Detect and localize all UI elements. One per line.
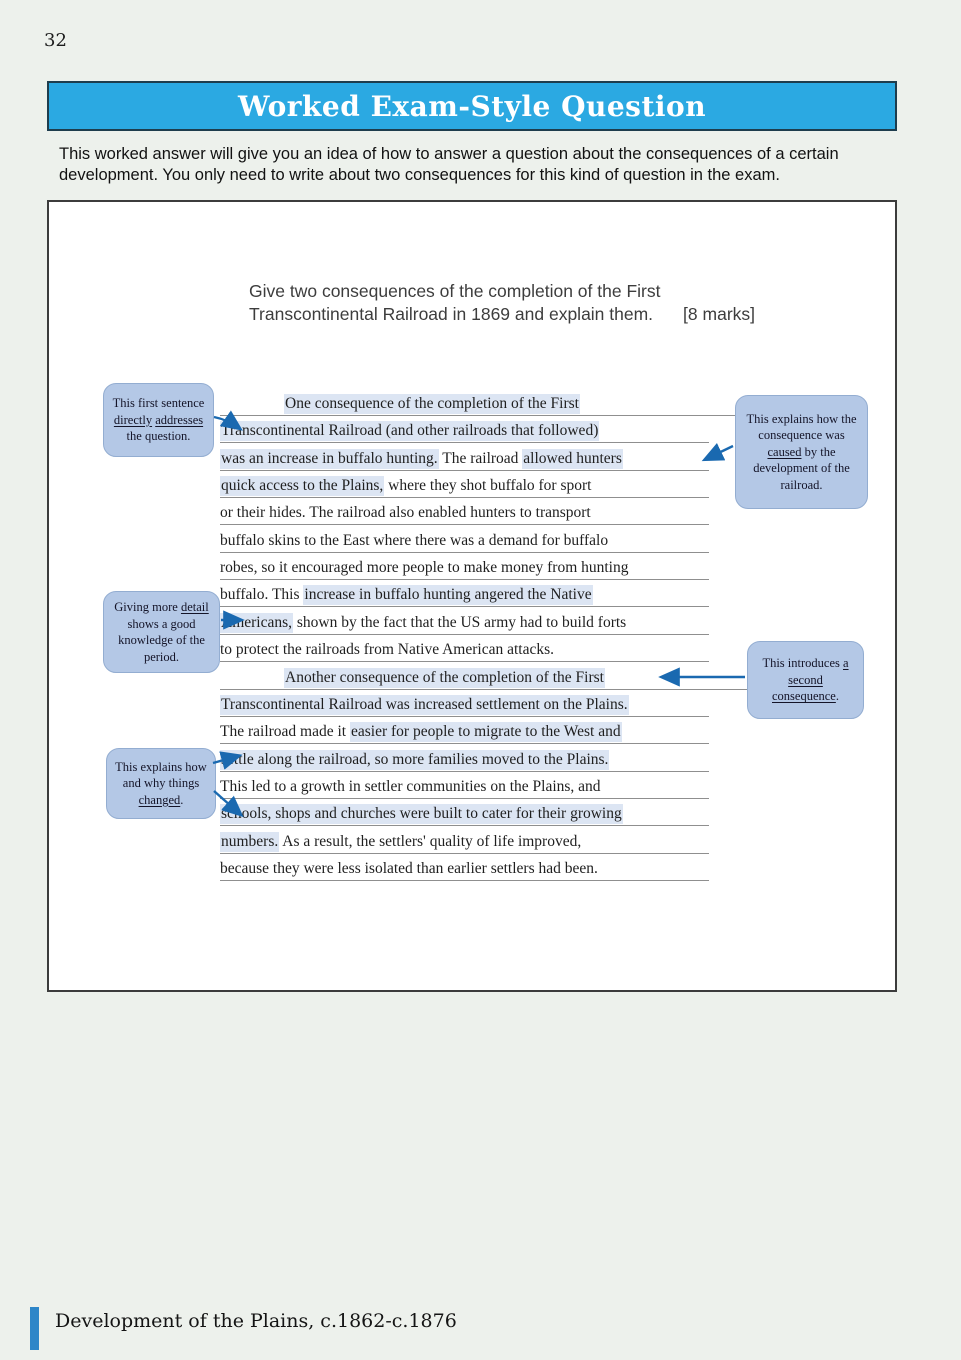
highlighted-text: was an increase in buffalo hunting. bbox=[221, 449, 438, 467]
answer-text: or their hides. The railroad also enabled hunters to transport bbox=[220, 504, 591, 522]
highlighted-text: One consequence of the completion of the First bbox=[285, 395, 579, 412]
footer-title: Development of the Plains, c.1862-c.1876 bbox=[55, 1310, 457, 1332]
intro-paragraph bbox=[59, 144, 891, 185]
annotation-text: Giving more detail shows a good knowledge of the period. bbox=[114, 600, 209, 664]
question-line-1: Give two consequences of the completion of the First bbox=[249, 281, 661, 301]
annotation-bubble-change bbox=[106, 748, 216, 819]
highlighted-text: Transcontinental Railroad was increased settlement on the Plains. bbox=[221, 695, 628, 713]
answer-text: to protect the railroads from Native American attacks. bbox=[220, 641, 554, 659]
answer-line bbox=[220, 853, 709, 881]
highlighted-text: settle along the railroad, so more families moved to the Plains. bbox=[221, 750, 609, 768]
answer-line bbox=[220, 552, 709, 580]
answer-line bbox=[220, 579, 709, 607]
answer-text: The railroad bbox=[438, 449, 523, 467]
highlighted-text: schools, shops and churches were built to cater for their growing bbox=[221, 805, 622, 823]
annotation-text: This first sentence directly addresses the question. bbox=[112, 396, 205, 444]
answer-line bbox=[220, 497, 709, 525]
answer-line bbox=[220, 470, 709, 498]
answer-line bbox=[220, 607, 709, 635]
answer-text: This led to a growth in settler communities on the Plains, and bbox=[220, 777, 601, 795]
answer-text: because they were less isolated than earlier settlers had been. bbox=[220, 859, 598, 877]
marks-label: [8 marks] bbox=[683, 304, 756, 324]
answer-line bbox=[220, 443, 709, 471]
highlighted-text: numbers. bbox=[221, 832, 279, 850]
answer-line bbox=[220, 689, 709, 717]
answer-line bbox=[220, 744, 709, 772]
highlighted-text: easier for people to migrate to the West and bbox=[350, 723, 621, 741]
annotation-bubble-detail bbox=[103, 591, 220, 673]
highlighted-text: allowed hunters bbox=[523, 449, 622, 467]
intro-line-1: This worked answer will give you an idea of how to answer a question about the consequences of a certain bbox=[59, 145, 839, 163]
answer-line bbox=[220, 662, 773, 690]
answer-text: buffalo skins to the East where there was a demand for buffalo bbox=[220, 531, 609, 549]
highlighted-text: Americans, bbox=[221, 613, 293, 631]
answer-line bbox=[220, 525, 709, 553]
annotation-bubble-second-consequence bbox=[747, 641, 864, 719]
section-title: Worked Exam-Style Question bbox=[237, 89, 707, 123]
annotation-text: This explains how and why things changed. bbox=[115, 759, 207, 807]
answer-text: robes, so it encouraged more people to make money from hunting bbox=[220, 559, 629, 577]
answer-line bbox=[220, 388, 773, 416]
answer-line bbox=[220, 716, 709, 744]
highlighted-text: Another consequence of the completion of the First bbox=[285, 668, 604, 686]
answer-line bbox=[220, 415, 709, 443]
answer-text: where they shot buffalo for sport bbox=[384, 477, 592, 495]
highlighted-text: increase in buffalo hunting angered the Native bbox=[304, 586, 592, 604]
answer-line bbox=[220, 798, 709, 826]
question-line-2: Transcontinental Railroad in 1869 and explain them. [8 marks] bbox=[249, 304, 756, 324]
highlighted-text: Transcontinental Railroad (and other railroads that followed) bbox=[221, 422, 599, 440]
page-number: 32 bbox=[44, 30, 67, 51]
answer-line bbox=[220, 771, 709, 799]
answer-line bbox=[220, 826, 709, 854]
section-banner bbox=[47, 81, 897, 131]
answer-text: buffalo. This bbox=[220, 586, 304, 604]
answer-text: As a result, the settlers' quality of life improved, bbox=[279, 832, 582, 850]
intro-line-2: development. You only need to write about two consequences for this kind of question in the exam. bbox=[59, 165, 780, 184]
answer-text: shown by the fact that the US army had to build forts bbox=[293, 613, 627, 631]
annotation-text: This introduces a second consequence. bbox=[762, 656, 849, 704]
answer-text: The railroad made it bbox=[220, 723, 350, 741]
highlighted-text: quick access to the Plains, bbox=[221, 477, 384, 495]
annotation-bubble-first-sentence bbox=[103, 383, 214, 457]
section-color-tab bbox=[30, 1307, 39, 1350]
answer-line bbox=[220, 634, 709, 662]
annotation-text: This explains how the consequence was caused by the development of the railroad. bbox=[746, 411, 857, 492]
annotation-bubble-cause bbox=[735, 395, 868, 509]
